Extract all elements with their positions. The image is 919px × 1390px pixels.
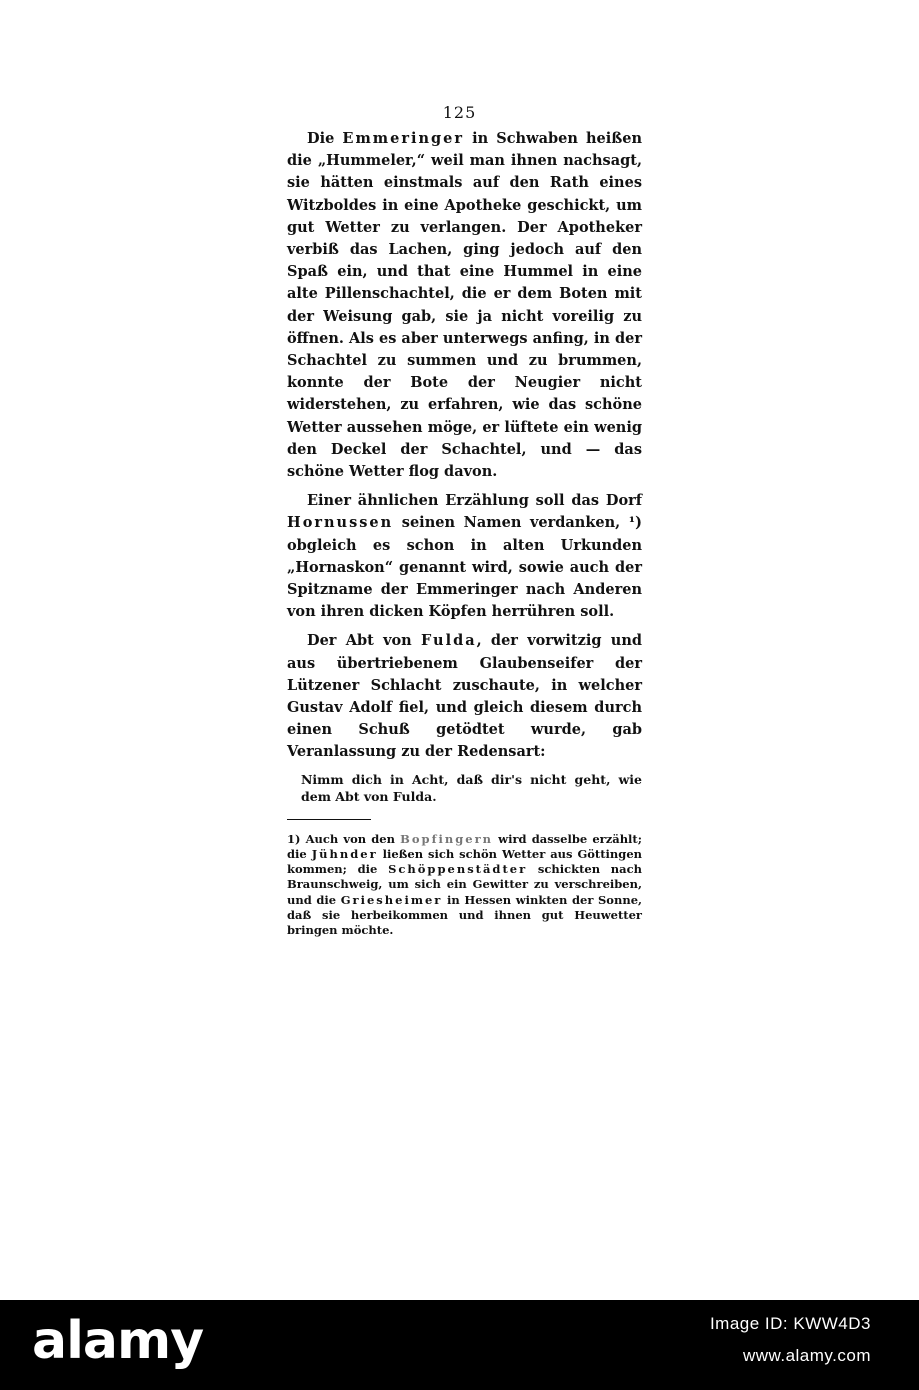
spaced-name: Schöppenstädter xyxy=(388,862,528,877)
proverb-quote: Nimm dich in Acht, daß dir's nicht geht, wie dem Abt von Fulda. xyxy=(301,771,642,804)
paragraph-emmeringer xyxy=(287,128,642,483)
footnote-text: in Hessen winkten der Sonne, daß sie herbeikommen und ihnen gut Heuwetter bringen möchte. xyxy=(287,892,643,937)
footnote xyxy=(287,832,642,938)
site-url-label: www.alamy.com xyxy=(742,1346,871,1365)
spaced-name: Emmeringer xyxy=(342,130,465,147)
text-column xyxy=(287,128,642,938)
paragraph-hornussen xyxy=(287,490,642,623)
paragraph-lead: Einer ähnlichen Erzählung soll das Dorf xyxy=(307,492,642,510)
footnote-text: wird dasselbe erzählt; die xyxy=(287,831,642,861)
paragraph-lead: Die xyxy=(307,130,343,147)
page-number: 125 xyxy=(442,103,477,122)
spaced-name: Fulda xyxy=(420,632,477,650)
footnote-text: 1) Auch von den xyxy=(287,831,401,846)
spaced-name: Hornussen xyxy=(287,514,394,532)
spaced-name: Griesheimer xyxy=(340,892,443,907)
paragraph-text: seinen Namen verdanken, ¹) obgleich es schon in alten Urkunden „Hornaskon“ genannt wird, sowie auch der Spitzname der Emmeringer nach Anderen von ihren dicken Köpfen herrühren soll. xyxy=(287,514,642,621)
spaced-name: Jühnder xyxy=(311,846,378,861)
footnote-divider xyxy=(287,819,371,820)
paragraph-fulda xyxy=(287,630,642,763)
footnote-text: schickten nach Braunschweig, um sich ein Gewitter zu verschreiben, und die xyxy=(287,862,642,907)
spaced-name: Bopfingern xyxy=(400,831,494,846)
paragraph-lead: Der Abt von xyxy=(307,632,421,650)
paragraph-text: , der vorwitzig und aus übertriebenem Glaubenseifer der Lützener Schlacht zuschaute, in welcher Gustav Adolf fiel, und gleich diesem durch einen Schuß getödtet wurde, gab Veranlassung zu der Redensart: xyxy=(287,632,642,761)
footnote-text: ließen sich schön Wetter aus Göttingen kommen; die xyxy=(287,846,643,877)
paragraph-text: in Schwaben heißen die „Hummeler,“ weil man ihnen nachsagt, sie hätten einstmals auf den Rath eines Witzboldes in eine Apotheke geschickt, um gut Wetter zu verlangen. Der Apotheker verbiß das Lachen, ging jedoch auf den Spaß ein, und that eine Hummel in eine alte Pillenschachtel, die er dem Boten mit der Weisung gab, sie ja nicht voreilig zu öffnen. Als es aber unterwegs anfing, in der Schachtel zu summen und zu brummen, konnte der Bote der Neugier nicht widerstehen, zu erfahren, wie das schöne Wetter aussehen möge, er lüftete ein wenig den Deckel der Schachtel, und — das schöne Wetter flog davon. xyxy=(287,130,642,481)
alamy-logo: alamy xyxy=(32,1311,204,1371)
image-id-label: Image ID: KWW4D3 xyxy=(709,1314,871,1333)
